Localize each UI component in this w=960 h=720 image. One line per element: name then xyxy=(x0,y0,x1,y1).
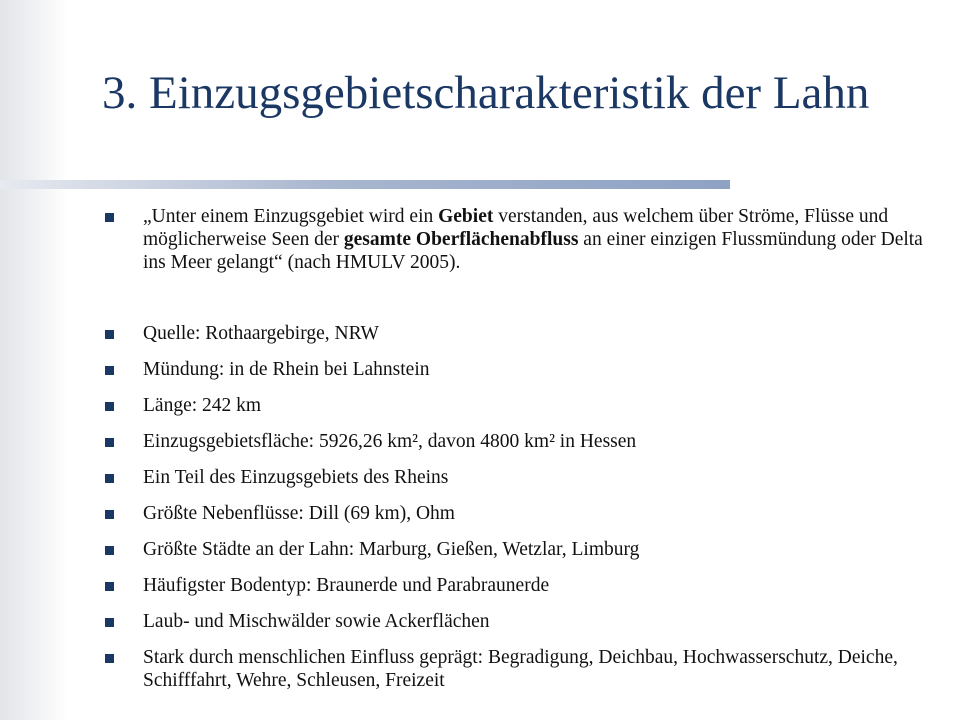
title-divider xyxy=(0,180,730,189)
bullet-text: Häufigster Bodentyp: Braunerde und Parabraunerde xyxy=(143,575,550,596)
bullet-item-nebenfluesse xyxy=(102,502,932,525)
definition-text-part2: verstanden, aus welchem über Ströme, Flüsse und möglicherweise Seen der xyxy=(143,206,889,250)
bullet-item-quelle xyxy=(102,322,932,345)
square-bullet-icon xyxy=(105,366,114,375)
definition-text-part1: „Unter einem Einzugsgebiet wird ein xyxy=(143,206,439,227)
bullet-text: Größte Städte an der Lahn: Marburg, Gießen, Wetzlar, Limburg xyxy=(143,539,640,560)
definition-bold-gebiet: Gebiet xyxy=(438,206,494,227)
bullet-item-flaeche xyxy=(102,430,932,453)
square-bullet-icon xyxy=(105,510,114,519)
bullet-item-rhein xyxy=(102,466,932,489)
left-decorative-band xyxy=(0,0,68,720)
bullet-item-staedte xyxy=(102,538,932,561)
bullet-text: Einzugsgebietsfläche: 5926,26 km², davon 4800 km² in Hessen xyxy=(143,431,637,452)
bullet-text: Laub- und Mischwälder sowie Ackerflächen xyxy=(143,611,490,632)
square-bullet-icon xyxy=(105,582,114,591)
bullet-text: Ein Teil des Einzugsgebiets des Rheins xyxy=(143,467,449,488)
bullet-text: Länge: 242 km xyxy=(143,395,262,416)
square-bullet-icon xyxy=(105,438,114,447)
square-bullet-icon xyxy=(105,546,114,555)
bullet-text: Größte Nebenflüsse: Dill (69 km), Ohm xyxy=(143,503,455,524)
bullet-text: Stark durch menschlichen Einfluss geprägt: Begradigung, Deichbau, Hochwasserschutz, Deiche, Schifffahrt, Wehre, Schleusen, Freizeit xyxy=(143,647,898,691)
bullet-item-einfluss xyxy=(102,646,932,692)
bullet-text: Mündung: in de Rhein bei Lahnstein xyxy=(143,359,430,380)
bullet-text: Quelle: Rothaargebirge, NRW xyxy=(143,323,379,344)
square-bullet-icon xyxy=(105,618,114,627)
bullet-list xyxy=(102,205,932,692)
square-bullet-icon xyxy=(105,474,114,483)
definition-text-part3: an einer einzigen Flussmündung oder Delta ins Meer gelangt“ (nach HMULV 2005). xyxy=(143,229,923,273)
definition-bold-oberflaechenabfluss: gesamte Oberflächenabfluss xyxy=(343,229,579,250)
square-bullet-icon xyxy=(105,213,114,222)
square-bullet-icon xyxy=(105,402,114,411)
bullet-item-waelder xyxy=(102,610,932,633)
bullet-item-muendung xyxy=(102,358,932,381)
bullet-item-laenge xyxy=(102,394,932,417)
slide-title: 3. Einzugsgebietscharakteristik der Lahn xyxy=(102,67,870,119)
definition-bullet xyxy=(102,205,932,274)
square-bullet-icon xyxy=(105,654,114,663)
square-bullet-icon xyxy=(105,330,114,339)
bullet-item-bodentyp xyxy=(102,574,932,597)
